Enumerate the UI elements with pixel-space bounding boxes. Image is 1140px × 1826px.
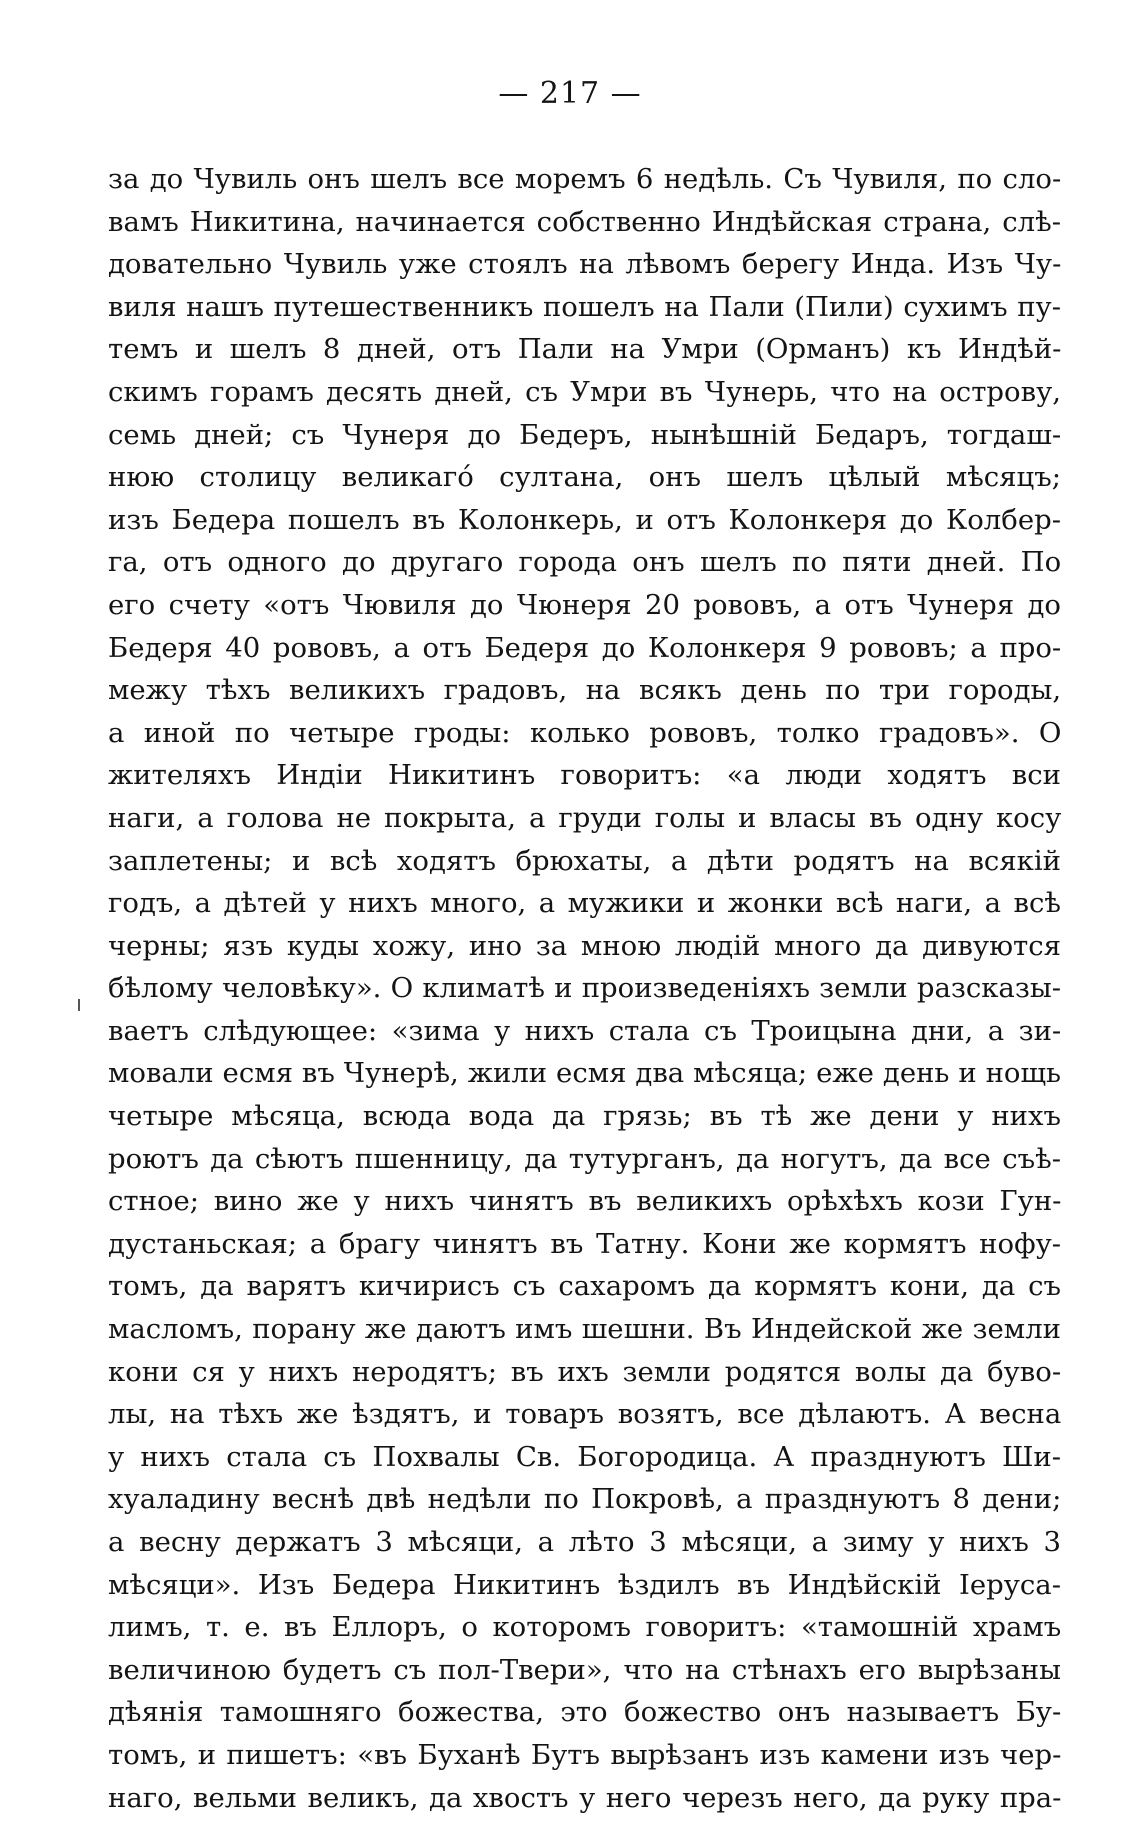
text-line: стное; вино же у нихъ чинятъ въ великихъ орѣхѣхъ кози Гун-	[108, 1185, 1061, 1218]
margin-mark	[78, 999, 80, 1011]
text-line: годъ, а дѣтей у нихъ много, а мужики и жонки всѣ наги, а всѣ	[108, 887, 1061, 920]
text-line: хуаладину веснѣ двѣ недѣли по Покровѣ, а празднуютъ 8 дени;	[108, 1483, 1061, 1516]
text-line: у нихъ стала съ Похвалы Св. Богородица. А празднуютъ Ши-	[108, 1440, 1061, 1473]
text-line: за до Чувиль онъ шелъ все моремъ 6 недѣль. Съ Чувиля, по сло-	[108, 163, 1061, 195]
text-line: ваетъ слѣдующее: «зима у нихъ стала съ Троицына дни, а зи-	[108, 1014, 1061, 1047]
text-line: межу тѣхъ великихъ градовъ, на всякъ день по три городы,	[108, 674, 1061, 707]
text-line: Бедеря 40 рововъ, а отъ Бедеря до Колонкеря 9 рововъ; а про-	[108, 631, 1061, 664]
text-line: кони ся у нихъ неродятъ; въ ихъ земли родятся волы да буво-	[108, 1355, 1061, 1388]
text-line: лимъ, т. е. въ Еллоръ, о которомъ говоритъ: «тамошній храмъ	[108, 1611, 1061, 1644]
text-line: нюю столицу великагó султана, онъ шелъ цѣлый мѣсяцъ;	[108, 461, 1061, 494]
text-line: заплетены; и всѣ ходятъ брюхаты, а дѣти родятъ на всякій	[108, 844, 1061, 877]
text-line: жителяхъ Индіи Никитинъ говоритъ: «а люди ходятъ вси	[108, 759, 1061, 792]
text-line: скимъ горамъ десять дней, съ Умри въ Чунерь, что на острову,	[108, 375, 1061, 408]
text-line: а иной по четыре гроды: колько рововъ, толко градовъ». О	[108, 716, 1061, 749]
text-line: четыре мѣсяца, всюда вода да грязь; въ тѣ же дени у нихъ	[108, 1100, 1061, 1133]
text-line: наги, а голова не покрыта, а груди голы и власы въ одну косу	[108, 801, 1061, 834]
text-line: томъ, да варятъ кичирисъ съ сахаромъ да кормятъ кони, да съ	[108, 1270, 1061, 1303]
text-line: довательно Чувиль уже стоялъ на лѣвомъ берегу Инда. Изъ Чу-	[108, 248, 1061, 281]
text-line: га, отъ одного до другаго города онъ шелъ по пяти дней. По	[108, 546, 1061, 579]
text-line: мѣсяци». Изъ Бедера Никитинъ ѣздилъ въ Индѣйскій Іеруса-	[108, 1568, 1061, 1601]
text-line: вамъ Никитина, начинается собственно Индѣйская страна, слѣ-	[108, 205, 1061, 238]
text-line: дустаньская; а брагу чинятъ въ Татну. Кони же кормятъ нофу-	[108, 1227, 1061, 1260]
text-line: семь дней; съ Чунеря до Бедеръ, нынѣшній Бедаръ, тогдаш-	[108, 418, 1061, 451]
page-number: — 217 —	[498, 76, 642, 111]
text-line: томъ, и пишетъ: «въ Буханѣ Бутъ вырѣзанъ изъ камени изъ чер-	[108, 1738, 1061, 1771]
body-text	[108, 158, 1061, 1819]
text-line: дѣянія тамошняго божества, это божество онъ называетъ Бу-	[108, 1696, 1061, 1729]
text-line: его счету «отъ Чювиля до Чюнеря 20 рововъ, а отъ Чунеря до	[108, 588, 1061, 621]
text-line: роютъ да сѣютъ пшенницу, да тутурганъ, да ногутъ, да все съѣ-	[108, 1142, 1061, 1175]
text-line: величиною будетъ съ пол-Твери», что на стѣнахъ его вырѣзаны	[108, 1653, 1061, 1686]
text-line: масломъ, порану же даютъ имъ шешни. Въ Индейской же земли	[108, 1313, 1061, 1346]
text-line: лы, на тѣхъ же ѣздятъ, и товаръ возятъ, все дѣлаютъ. А весна	[108, 1398, 1061, 1431]
text-line: изъ Бедера пошелъ въ Колонкерь, и отъ Колонкеря до Колбер-	[108, 503, 1061, 536]
text-line: а весну держатъ 3 мѣсяци, а лѣто 3 мѣсяци, а зиму у нихъ 3	[108, 1526, 1061, 1558]
text-line: мовали есмя въ Чунерѣ, жили есмя два мѣсяца; еже день и нощь	[108, 1057, 1061, 1090]
text-line: виля нашъ путешественникъ пошелъ на Пали (Пили) сухимъ пу-	[108, 290, 1061, 323]
text-line: наго, вельми великъ, да хвостъ у него черезъ него, да руку пра-	[108, 1781, 1061, 1814]
text-line: черны; язъ куды хожу, ино за мною людій много да дивуются	[108, 929, 1061, 962]
text-line: темъ и шелъ 8 дней, отъ Пали на Умри (Орманъ) къ Индѣй-	[108, 333, 1061, 366]
text-line: бѣлому человѣку». О климатѣ и произведеніяхъ земли разсказы-	[108, 972, 1061, 1005]
